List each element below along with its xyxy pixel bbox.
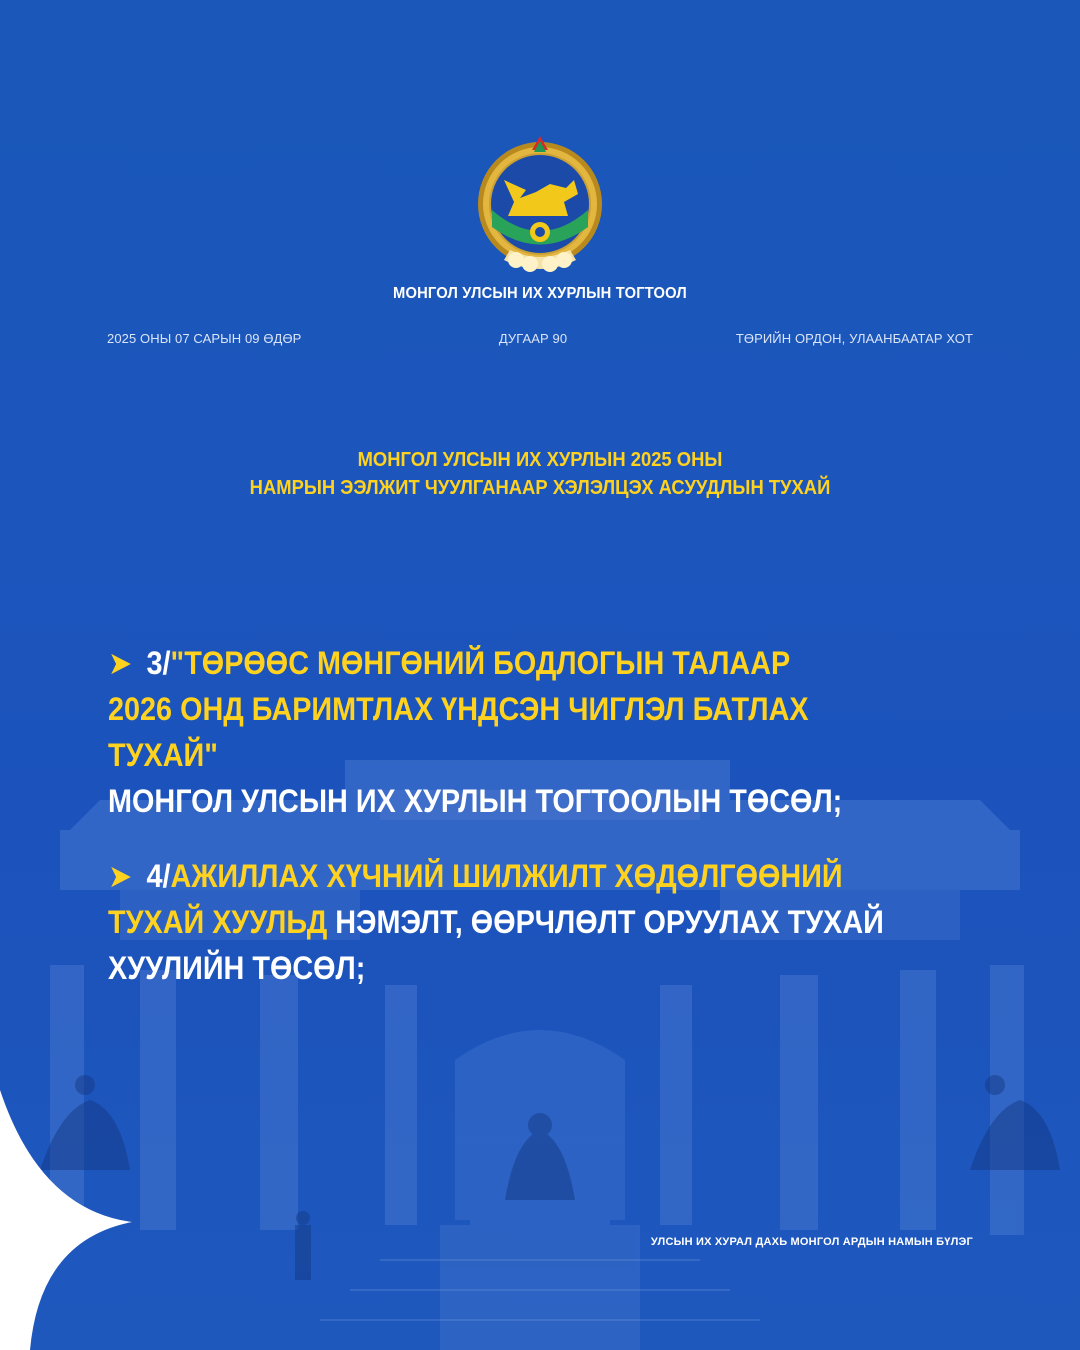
item-text-continued: ХУУЛИЙН ТӨСӨЛ; <box>108 950 366 986</box>
item-number: 3/ <box>146 645 171 681</box>
subject-line-2: НАМРЫН ЭЭЛЖИТ ЧУУЛГАНААР ХЭЛЭЛЦЭХ АСУУДЛЫН ТУХАЙ <box>249 477 831 499</box>
chevron-right-icon: ➤ <box>108 645 133 681</box>
state-emblem-icon <box>470 132 610 280</box>
resolution-place: ТӨРИЙН ОРДОН, УЛААНБААТАР ХОТ <box>735 331 973 346</box>
item-text: МОНГОЛ УЛСЫН ИХ ХУРЛЫН ТОГТООЛЫН ТӨСӨЛ; <box>108 783 843 819</box>
resolution-title: МОНГОЛ УЛСЫН ИХ ХУРЛЫН ТОГТООЛ <box>393 285 687 302</box>
item-highlight-continued: 2026 ОНД БАРИМТЛАХ ҮНДСЭН ЧИГЛЭЛ БАТЛАХ ТУХАЙ" <box>108 691 809 773</box>
resolution-date: 2025 ОНЫ 07 САРЫН 09 ӨДӨР <box>107 331 302 346</box>
resolution-number: ДУГААР 90 <box>498 331 568 346</box>
agenda-item-4 <box>108 853 918 991</box>
chevron-right-icon: ➤ <box>108 858 133 894</box>
resolution-subject <box>43 446 1037 502</box>
item-highlight-continued: ТУХАЙ ХУУЛЬД <box>108 904 328 940</box>
subject-line-1: МОНГОЛ УЛСЫН ИХ ХУРЛЫН 2025 ОНЫ <box>357 449 723 471</box>
item-number: 4/ <box>146 858 171 894</box>
footer-caption: УЛСЫН ИХ ХУРАЛ ДАХЬ МОНГОЛ АРДЫН НАМЫН БҮЛЭГ <box>650 1236 973 1248</box>
item-text: НЭМЭЛТ, ӨӨРЧЛӨЛТ ОРУУЛАХ ТУХАЙ <box>327 904 884 940</box>
item-highlight: АЖИЛЛАХ ХҮЧНИЙ ШИЛЖИЛТ ХӨДӨЛГӨӨНИЙ <box>170 858 843 894</box>
agenda-item-3 <box>108 640 918 824</box>
item-highlight: "ТӨРӨӨС МӨНГӨНИЙ БОДЛОГЫН ТАЛААР <box>170 645 791 681</box>
